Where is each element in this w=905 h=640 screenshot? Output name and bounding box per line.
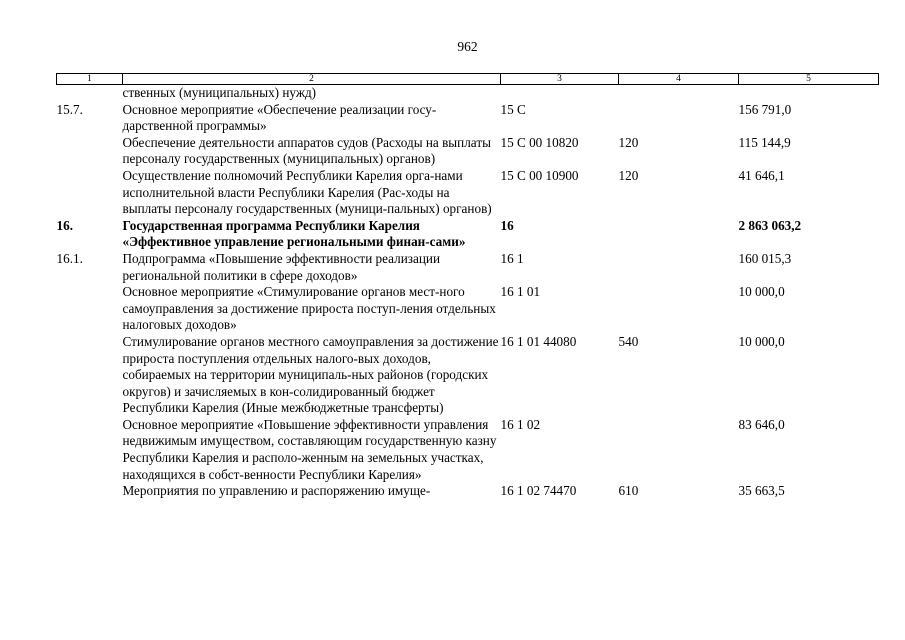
row-number-cell bbox=[57, 85, 123, 102]
row-amount-cell: 10 000,0 bbox=[738, 284, 785, 300]
row-name-cell: ственных (муниципальных) нужд) bbox=[122, 85, 317, 100]
row-amount-cell: 41 646,1 bbox=[738, 167, 785, 183]
row-code-cell: 16 1 01 44080 bbox=[500, 333, 577, 349]
table-row bbox=[57, 251, 879, 284]
column-header-1: 1 bbox=[57, 74, 123, 85]
row-number-cell bbox=[57, 135, 123, 168]
row-name-cell: Осуществление полномочий Республики Карелия орга-нами исполнительной власти Республики Карелия (Рас-ходы на выплаты персоналу государственных (муници-пальных) органов) bbox=[122, 167, 492, 217]
row-expense-type-cell: 610 bbox=[618, 483, 639, 499]
row-code-cell bbox=[501, 85, 619, 102]
table-body bbox=[57, 85, 879, 500]
table-row bbox=[57, 284, 879, 334]
row-amount-cell: 156 791,0 bbox=[738, 101, 792, 117]
row-name-cell: Основное мероприятие «Стимулирование органов мест-ного самоуправления за достижение прироста поступ-ления отдельных налоговых доходов» bbox=[122, 284, 496, 333]
row-expense-type-cell: 120 bbox=[618, 167, 639, 183]
row-amount-cell: 115 144,9 bbox=[738, 134, 791, 150]
row-name-cell: Основное мероприятие «Обеспечение реализации госу-дарственной программы» bbox=[122, 101, 437, 134]
table-row bbox=[57, 483, 879, 500]
row-code-cell: 15 С 00 10820 bbox=[500, 134, 579, 150]
row-name-cell: Стимулирование органов местного самоуправления за достижение прироста поступления отдельных налого-вых доходов, собираемых на территории муниципаль-ных районов (городских округов) и зачисляемых в кон-солидированный бюджет Республики Карелия (Иные межбюджетные трансферты) bbox=[122, 333, 499, 416]
table-row bbox=[57, 102, 879, 135]
row-name-cell: Подпрограмма «Повышение эффективности реализации региональной политики в сфере доходов» bbox=[122, 250, 440, 283]
row-code-cell: 16 bbox=[500, 217, 514, 233]
table-row bbox=[57, 85, 879, 102]
row-number-cell bbox=[57, 334, 123, 417]
row-number-cell: 16. bbox=[56, 217, 73, 233]
row-amount-cell: 160 015,3 bbox=[738, 250, 792, 266]
row-code-cell: 16 1 02 bbox=[500, 416, 541, 432]
row-number-cell bbox=[57, 168, 123, 218]
row-name-cell: Основное мероприятие «Повышение эффективности управления недвижимым имуществом, составляющим государственную казну Республики Карелия и располо-женным на земельных участках, находящихся в собст-венности Республики Карелия» bbox=[122, 416, 497, 482]
table-row bbox=[57, 417, 879, 483]
row-expense-type-cell: 540 bbox=[618, 333, 639, 349]
row-expense-type-cell bbox=[619, 284, 739, 334]
row-amount-cell bbox=[739, 85, 879, 102]
row-code-cell: 16 1 02 74470 bbox=[500, 483, 577, 499]
row-code-cell: 16 1 bbox=[500, 250, 524, 266]
table-row bbox=[57, 334, 879, 417]
table-row bbox=[57, 218, 879, 251]
column-header-2: 2 bbox=[123, 74, 501, 85]
row-amount-cell: 10 000,0 bbox=[738, 333, 785, 349]
page-number: 962 bbox=[457, 39, 478, 54]
row-number-cell: 16.1. bbox=[56, 250, 83, 266]
row-expense-type-cell bbox=[619, 85, 739, 102]
row-amount-cell: 2 863 063,2 bbox=[738, 217, 802, 233]
column-number-row bbox=[57, 74, 879, 85]
row-number-cell bbox=[57, 483, 123, 500]
row-expense-type-cell bbox=[619, 102, 739, 135]
row-expense-type-cell: 120 bbox=[618, 134, 639, 150]
row-name-cell: Обеспечение деятельности аппаратов судов (Расходы на выплаты персоналу государственных (муниципальных) органов) bbox=[122, 134, 491, 167]
column-header-4: 4 bbox=[619, 74, 739, 85]
row-name-cell: Государственная программа Республики Карелия «Эффективное управление региональными финан-сами» bbox=[122, 217, 466, 250]
budget-table bbox=[56, 73, 879, 500]
table-row bbox=[57, 135, 879, 168]
table-row bbox=[57, 168, 879, 218]
column-header-3: 3 bbox=[501, 74, 619, 85]
row-expense-type-cell bbox=[619, 251, 739, 284]
row-code-cell: 16 1 01 bbox=[500, 284, 541, 300]
row-number-cell bbox=[57, 284, 123, 334]
row-amount-cell: 83 646,0 bbox=[738, 416, 785, 432]
row-expense-type-cell bbox=[619, 417, 739, 483]
row-number-cell bbox=[57, 417, 123, 483]
row-expense-type-cell bbox=[619, 218, 739, 251]
row-code-cell: 15 С bbox=[500, 101, 526, 117]
row-name-cell: Мероприятия по управлению и распоряжению имуще- bbox=[122, 483, 431, 499]
row-code-cell: 15 С 00 10900 bbox=[500, 167, 579, 183]
column-header-5: 5 bbox=[739, 74, 879, 85]
row-amount-cell: 35 663,5 bbox=[738, 483, 785, 499]
row-number-cell: 15.7. bbox=[56, 101, 83, 117]
